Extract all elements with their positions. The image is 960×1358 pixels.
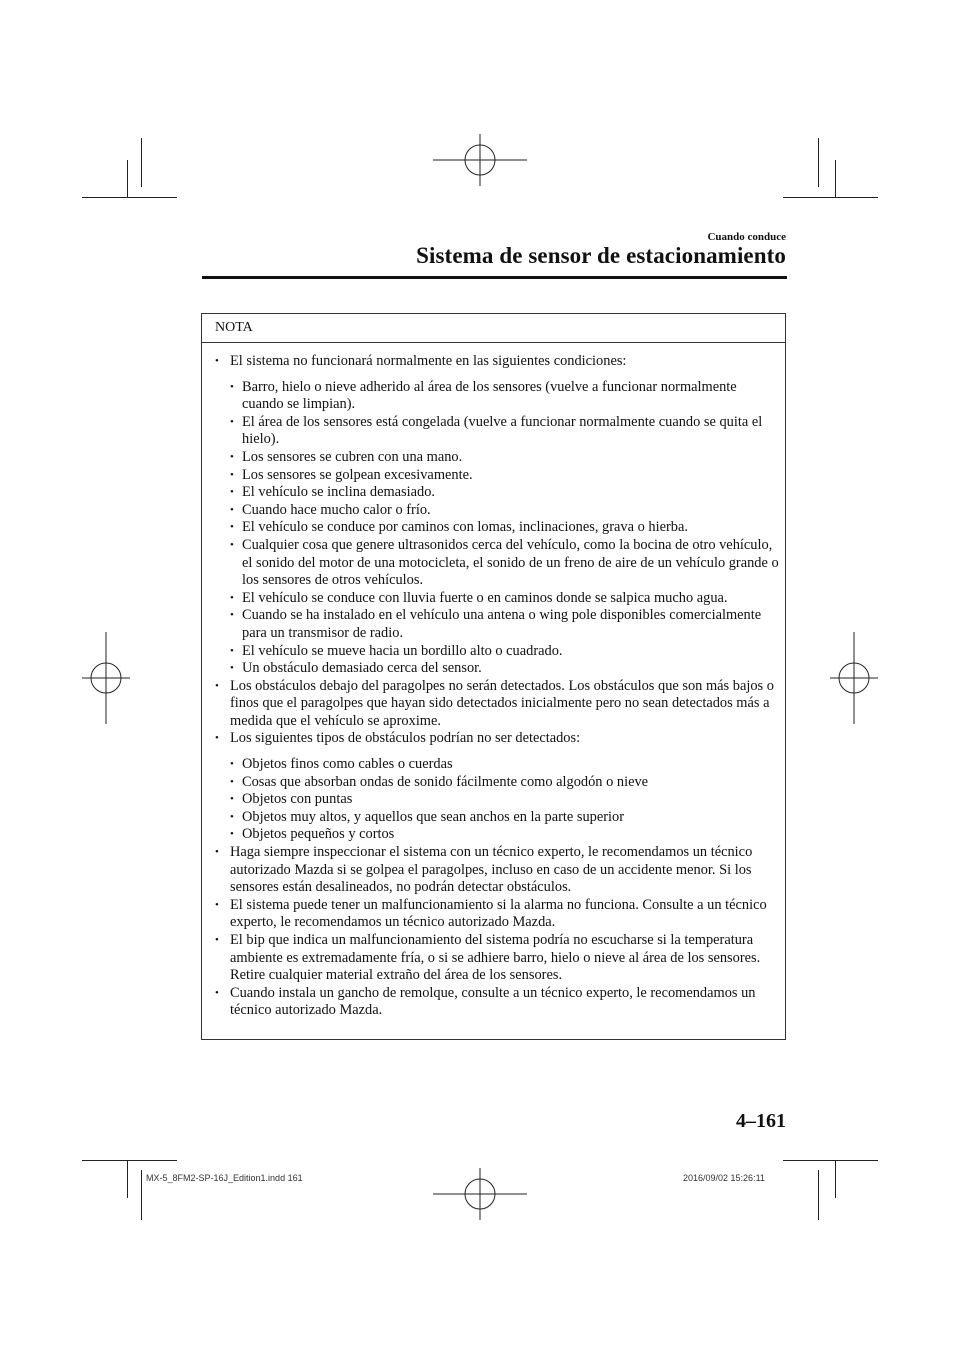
condition-item: • El vehículo se conduce con lluvia fuerte o en caminos donde se salpica mucho agua.	[206, 590, 779, 608]
condition-item: • Los sensores se cubren con una mano.	[206, 449, 779, 467]
conditions-list	[206, 379, 779, 678]
registration-mark-left	[82, 632, 130, 724]
registration-mark-right	[830, 632, 878, 724]
note-item: • El sistema puede tener un malfuncionamiento si la alarma no funciona. Consulte a un técnico experto, le recomendamos un técnico autorizado Mazda.	[206, 897, 779, 932]
note-item: • Haga siempre inspeccionar el sistema con un técnico experto, le recomendamos un técnico autorizado Mazda si se golpea el paragolpes, incluso en caso de un accidente menor. Si los sensores están desalineados, no podrán detectar obstáculos.	[206, 844, 779, 897]
header-rule	[202, 276, 787, 279]
registration-mark-top	[433, 134, 527, 186]
condition-item: • Un obstáculo demasiado cerca del sensor.	[206, 660, 779, 678]
undetected-item: • Objetos finos como cables o cuerdas	[206, 756, 779, 774]
condition-item: • Cualquier cosa que genere ultrasonidos cerca del vehículo, como la bocina de otro vehículo, el sonido del motor de una motocicleta, el sonido de un freno de aire de un vehículo grande o los sensores de otros vehículos.	[206, 537, 779, 590]
note-body	[202, 343, 785, 1020]
condition-item: • El vehículo se conduce por caminos con lomas, inclinaciones, grava o hierba.	[206, 519, 779, 537]
note-item: • Los siguientes tipos de obstáculos podrían no ser detectados:	[206, 730, 779, 748]
condition-item: • Los sensores se golpean excesivamente.	[206, 467, 779, 485]
condition-item: • Cuando hace mucho calor o frío.	[206, 502, 779, 520]
page-title: Sistema de sensor de estacionamiento	[416, 243, 786, 268]
registration-mark-bottom	[433, 1168, 527, 1220]
undetected-item: • Objetos con puntas	[206, 791, 779, 809]
footer-timestamp: 2016/09/02 15:26:11	[683, 1173, 765, 1183]
condition-item: • El vehículo se inclina demasiado.	[206, 484, 779, 502]
note-item: • El bip que indica un malfuncionamiento del sistema podría no escucharse si la temperatura ambiente es extremadamente fría, o si se adhiere barro, hielo o nieve al área de los sensores. Retire cualquier material extraño del área de los sensores.	[206, 932, 779, 985]
undetected-list	[206, 756, 779, 844]
note-heading: NOTA	[202, 314, 785, 343]
note-item: • El sistema no funcionará normalmente en las siguientes condiciones:	[206, 353, 779, 371]
page-number: 4–161	[736, 1110, 786, 1132]
note-box	[201, 313, 786, 1040]
undetected-item: • Cosas que absorban ondas de sonido fácilmente como algodón o nieve	[206, 774, 779, 792]
note-item: • Cuando instala un gancho de remolque, consulte a un técnico experto, le recomendamos un técnico autorizado Mazda.	[206, 985, 779, 1020]
condition-item: • El vehículo se mueve hacia un bordillo alto o cuadrado.	[206, 643, 779, 661]
condition-item: • Barro, hielo o nieve adherido al área de los sensores (vuelve a funcionar normalmente cuando se limpian).	[206, 379, 779, 414]
condition-item: • El área de los sensores está congelada (vuelve a funcionar normalmente cuando se quita el hielo).	[206, 414, 779, 449]
footer-file: MX-5_8FM2-SP-16J_Edition1.indd 161	[146, 1173, 303, 1183]
note-item: • Los obstáculos debajo del paragolpes no serán detectados. Los obstáculos que son más bajos o finos que el paragolpes que hayan sido detectados inicialmente pero no sean detectados más a medida que el vehículo se aproxime.	[206, 678, 779, 731]
section-label: Cuando conduce	[707, 231, 786, 243]
undetected-item: • Objetos pequeños y cortos	[206, 826, 779, 844]
condition-item: • Cuando se ha instalado en el vehículo una antena o wing pole disponibles comercialmente para un transmisor de radio.	[206, 607, 779, 642]
undetected-item: • Objetos muy altos, y aquellos que sean anchos en la parte superior	[206, 809, 779, 827]
